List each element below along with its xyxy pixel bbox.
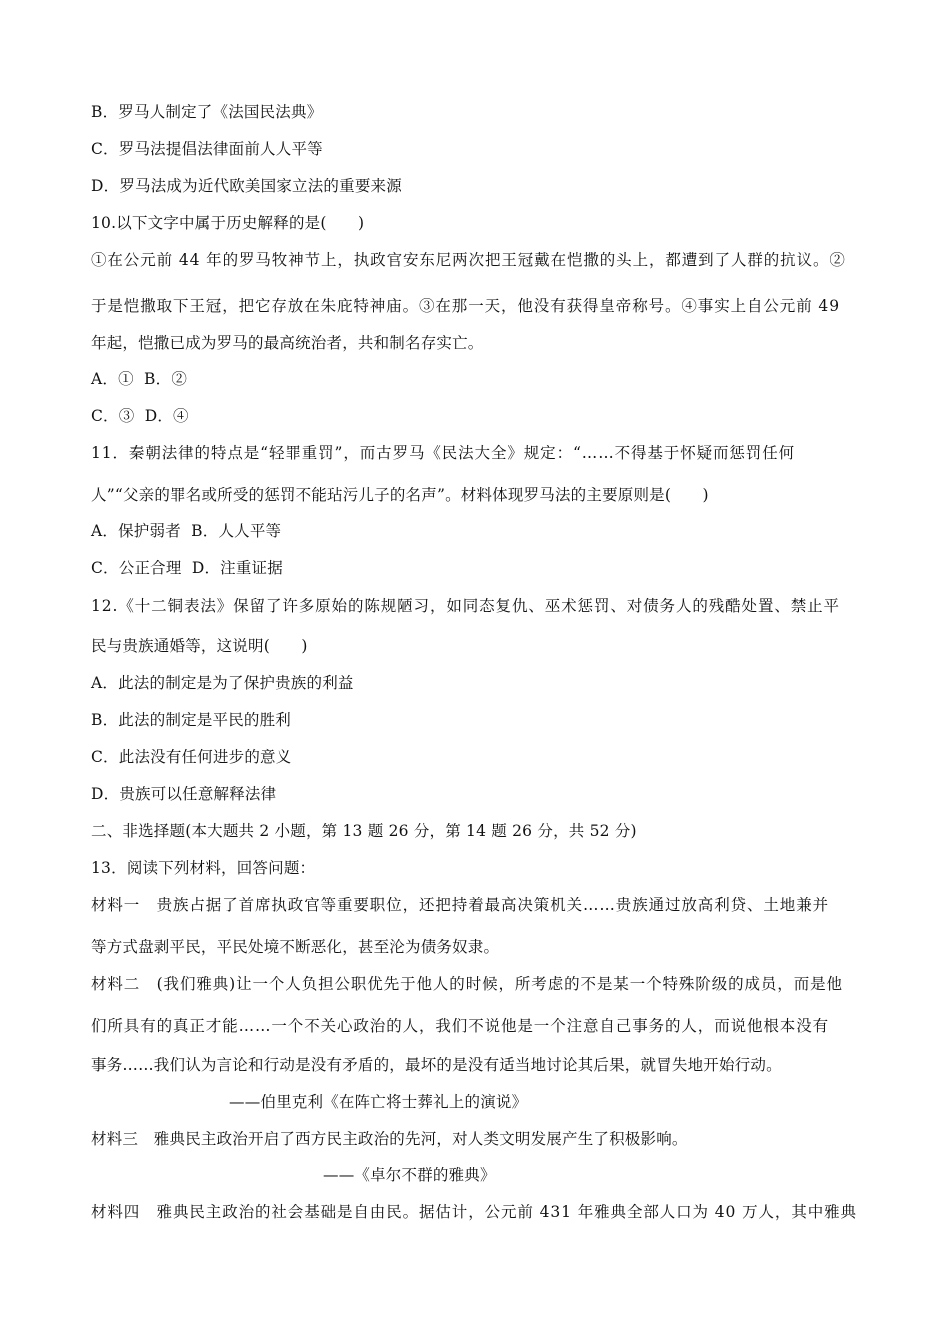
material-1-line-2: 等方式盘剥平民，平民处境不断恶化，甚至沦为债务奴隶。 xyxy=(91,938,500,956)
question-10-options-cd: C．③ D．④ xyxy=(91,407,189,425)
question-12-stem-line-1: 12.《十二铜表法》保留了许多原始的陈规陋习，如同态复仇、巫术惩罚、对债务人的残酷处置、禁止平 xyxy=(91,597,840,615)
material-2-source: ——伯里克利《在阵亡将士葬礼上的演说》 xyxy=(229,1093,528,1111)
question-13-stem: 13．阅读下列材料，回答问题： xyxy=(91,859,316,877)
question-11-options-ab: A．保护弱者 B．人人平等 xyxy=(91,522,282,540)
question-12-option-b: B．此法的制定是平民的胜利 xyxy=(91,711,291,729)
material-3-text: 材料三 雅典民主政治开启了西方民主政治的先河，对人类文明发展产生了积极影响。 xyxy=(91,1130,688,1148)
question-10-options-ab: A．① B．② xyxy=(91,370,188,388)
question-12-option-c: C．此法没有任何进步的意义 xyxy=(91,748,292,766)
section-heading: 二、非选择题(本大题共 2 小题，第 13 题 26 分，第 14 题 26 分，共 52 分) xyxy=(91,822,637,840)
material-3-source: ——《卓尔不群的雅典》 xyxy=(323,1166,496,1184)
material-1-line-1: 材料一 贵族占据了首席执政官等重要职位，还把持着最高决策机关……贵族通过放高利贷、土地兼并 xyxy=(91,896,830,914)
question-11-stem-line-1: 11．秦朝法律的特点是“轻罪重罚”，而古罗马《民法大全》规定：“……不得基于怀疑而惩罚任何 xyxy=(91,444,795,462)
question-10-passage-line-1: ①在公元前 44 年的罗马牧神节上，执政官安东尼两次把王冠戴在恺撒的头上，都遭到了人群的抗议。② xyxy=(91,251,846,269)
question-12-stem-line-2: 民与贵族通婚等，这说明( ) xyxy=(91,637,308,655)
question-11-options-cd: C．公正合理 D．注重证据 xyxy=(91,559,283,577)
question-11-stem-line-2: 人”“父亲的罪名或所受的惩罚不能玷污儿子的名声”。材料体现罗马法的主要原则是( ) xyxy=(91,486,709,504)
question-12-option-a: A．此法的制定是为了保护贵族的利益 xyxy=(91,674,354,692)
option-b-q9: B．罗马人制定了《法国民法典》 xyxy=(91,103,323,121)
question-10-stem: 10.以下文字中属于历史解释的是( ) xyxy=(91,214,365,232)
material-2-line-1: 材料二 (我们雅典)让一个人负担公职优先于他人的时候，所考虑的不是某一个特殊阶级的成员，而是他 xyxy=(91,975,843,993)
material-4-line-1: 材料四 雅典民主政治的社会基础是自由民。据估计，公元前 431 年雅典全部人口为 40 万人，其中雅典 xyxy=(91,1203,857,1221)
material-2-line-3: 事务……我们认为言论和行动是没有矛盾的，最坏的是没有适当地讨论其后果，就冒失地开始行动。 xyxy=(91,1056,782,1074)
option-d-q9: D．罗马法成为近代欧美国家立法的重要来源 xyxy=(91,177,402,195)
question-10-passage-line-2: 于是恺撒取下王冠，把它存放在朱庇特神庙。③在那一天，他没有获得皇帝称号。④事实上自公元前 49 xyxy=(91,297,840,315)
option-c-q9: C．罗马法提倡法律面前人人平等 xyxy=(91,140,323,158)
question-12-option-d: D．贵族可以任意解释法律 xyxy=(91,785,277,803)
material-2-line-2: 们所具有的真正才能……一个不关心政治的人，我们不说他是一个注意自己事务的人，而说他根本没有 xyxy=(91,1017,830,1035)
question-10-passage-line-3: 年起，恺撒已成为罗马的最高统治者，共和制名存实亡。 xyxy=(91,334,484,352)
